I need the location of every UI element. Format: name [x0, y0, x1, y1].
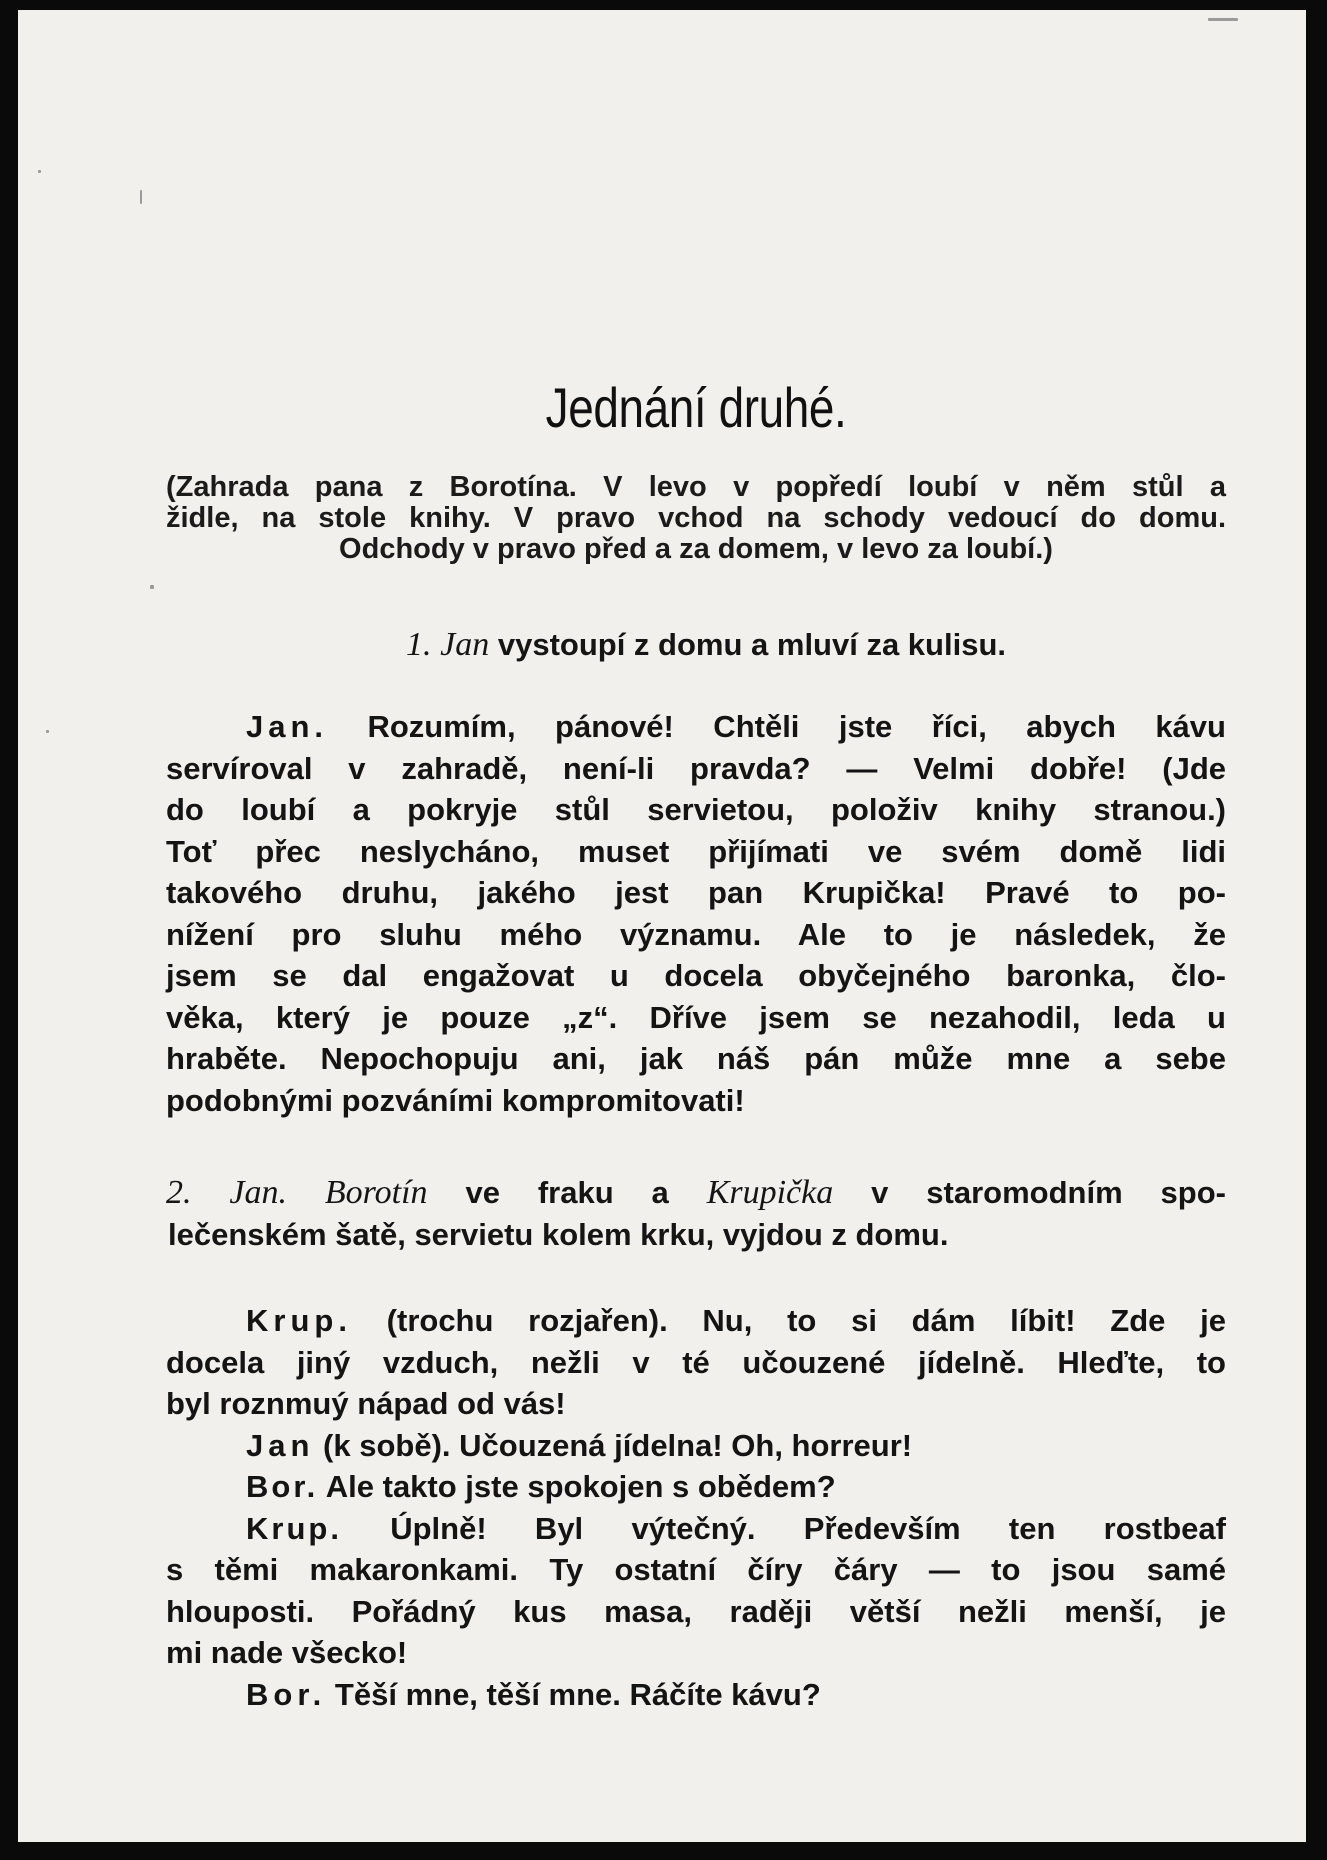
scene-text: v staromodním spo- [871, 1175, 1226, 1210]
dialogue-line [166, 1425, 1226, 1467]
scene-number: 1. [406, 626, 432, 663]
scene-text: vystoupí z domu a mluví za kulisu. [497, 627, 1006, 662]
scene-character: Jan [440, 626, 490, 663]
speech-text: Těší mne, těší mne. Ráčíte kávu? [334, 1676, 821, 1712]
scene-character: Borotín [324, 1174, 428, 1211]
speaker-name: Jan. [246, 709, 329, 744]
speech-line: takového druhu, jakého jest pan Krupička! Pravé to po- [166, 875, 1226, 910]
dialogue-line [166, 1466, 1226, 1508]
speaker-name: Jan [246, 1427, 315, 1463]
speech-line: jsem se dal engažovat u docela obyčejného baronka, člo- [166, 958, 1226, 993]
dialogue-line [166, 1674, 1226, 1716]
speech-text: Úplně! Byl výtečný. Především ten rostbeaf [390, 1510, 1226, 1546]
dialogue-line [166, 1300, 1226, 1342]
speech-text: Rozumím, pánové! Chtěli jste říci, abych kávu [367, 709, 1226, 744]
dialogue-line: byl roznmuý nápad od vás! [166, 1386, 566, 1421]
speech-text: (trochu rozjařen). Nu, to si dám líbit! Zde je [386, 1303, 1226, 1338]
speech-line: do loubí a pokryje stůl servietou, položiv knihy stranou.) [166, 792, 1226, 827]
speaker-name: Bor. [246, 1676, 327, 1712]
speech-line: servíroval v zahradě, není-li pravda? — Velmi dobře! (Jde [166, 750, 1226, 786]
stage-line: Odchody v pravo před a za domem, v levo za loubí.) [339, 533, 1053, 565]
book-page [18, 10, 1306, 1842]
dialogue-line: mi nade všecko! [166, 1635, 408, 1670]
speech-line: nížení pro sluhu mého významu. Ale to je následek, že [166, 916, 1226, 952]
jan-monologue [166, 706, 1226, 1121]
scene-line [166, 1172, 1226, 1214]
speaker-name: Krup. [246, 1303, 352, 1338]
dialogue-line [166, 1508, 1226, 1550]
stage-line: (Zahrada pana z Borotína. V levo v popředí loubí v něm stůl a [166, 471, 1226, 503]
stage-line: židle, na stole knihy. V pravo vchod na schody vedoucí do domu. [166, 502, 1226, 534]
scene-number: 2. [166, 1174, 192, 1211]
dialogue-line: hlouposti. Pořádný kus masa, raději větší nežli menší, je [166, 1593, 1226, 1629]
speaker-name: Bor. [246, 1469, 319, 1504]
speech-text: (k sobě). Učouzená jídelna! Oh, horreur! [323, 1427, 913, 1463]
scene-character: Jan. [229, 1174, 287, 1211]
stage-direction [166, 472, 1226, 565]
speech-line [166, 706, 1226, 748]
scene-1-heading [166, 624, 1226, 666]
dialogue-line: s těmi makaronkami. Ty ostatní číry čáry — to jsou samé [166, 1552, 1226, 1587]
scene-character: Krupička [706, 1174, 834, 1211]
speech-text: Ale takto jste spokojen s obědem? [325, 1469, 836, 1504]
speech-line: podobnými pozváními kompromitovati! [166, 1082, 745, 1118]
act-heading: Jednání druhé. [545, 376, 847, 439]
speaker-name: Krup. [246, 1510, 342, 1546]
scene-line: lečenském šatě, servietu kolem krku, vyjdou z domu. [168, 1217, 949, 1252]
speech-line: věka, který je pouze „z“. Dříve jsem se nezahodil, leda u [166, 999, 1226, 1035]
scene-2-heading [166, 1172, 1226, 1256]
dialogue-line: docela jiný vzduch, nežli v té učouzené jídelně. Hleďte, to [166, 1344, 1226, 1380]
speech-line: Toť přec neslycháno, muset přijímati ve svém domě lidi [166, 833, 1226, 869]
scene-text: ve fraku a [465, 1175, 669, 1210]
dialogue [166, 1300, 1226, 1715]
speech-line: hraběte. Nepochopuju ani, jak náš pán může mne a sebe [166, 1041, 1226, 1076]
